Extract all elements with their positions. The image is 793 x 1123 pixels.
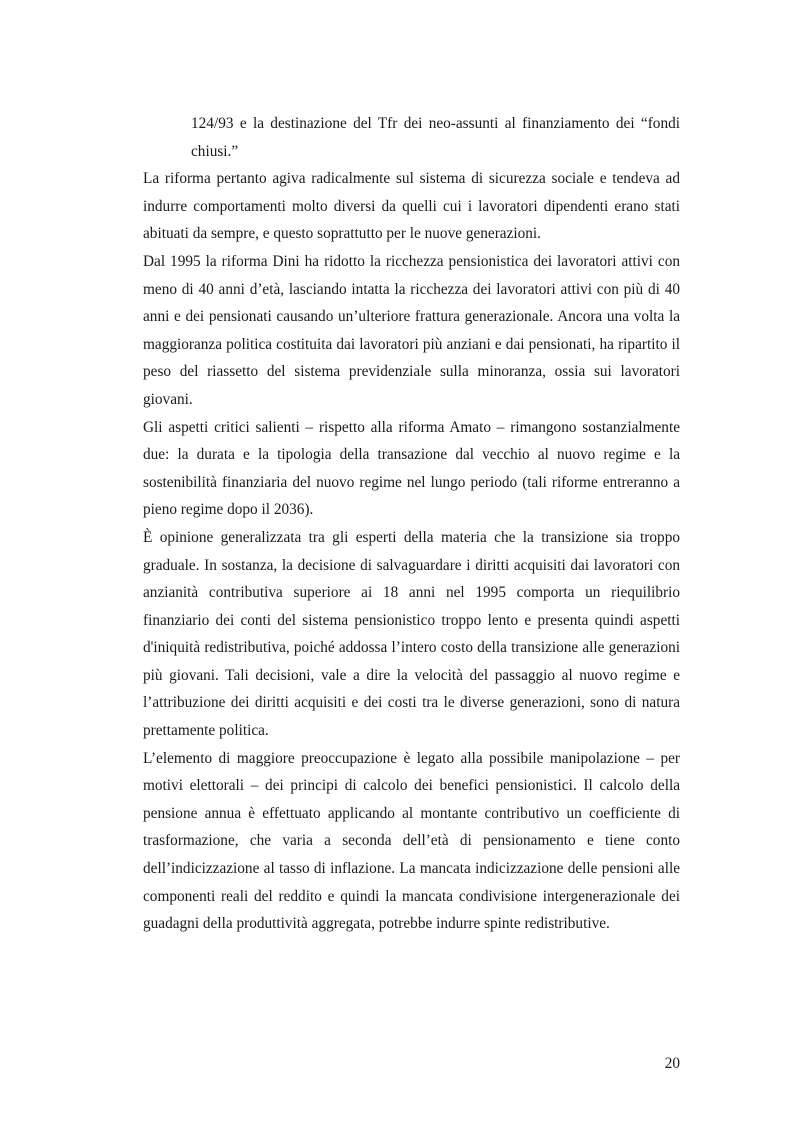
paragraph-quote-continuation: 124/93 e la destinazione del Tfr dei neo-assunti al finanziamento dei “fondi chiusi.” (191, 115, 680, 160)
paragraph-riforma-dini: Dal 1995 la riforma Dini ha ridotto la ricchezza pensionistica dei lavoratori attivi con meno di 40 anni d’età, lasciando intatta la ricchezza dei lavoratori attivi con più di 40 anni e dei pensionati causando un’ulteriore frattura generazionale. Ancora una volta la maggioranza politica costituita dai lavoratori più anziani e dai pensionati, ha ripartito il peso del riassetto del sistema previdenziale sulla minoranza, ossia sui lavoratori giovani. (143, 252, 680, 408)
paragraph-transizione: È opinione generalizzata tra gli esperti della materia che la transizione sia troppo graduale. In sostanza, la decisione di salvaguardare i diritti acquisiti dai lavoratori con anzianità contributiva superiore ai 18 anni nel 1995 comporta un riequilibrio finanziario dei conti del sistema pensionistico troppo lento e presenta quindi aspetti d'iniquità redistributiva, poiché addossa l’intero costo della transizione alle generazioni più giovani. Tali decisioni, vale a dire la velocità del passaggio al nuovo regime e l’attribuzione dei diritti acquisiti e dei costi tra le diverse generazioni, sono di natura prettamente politica. (143, 528, 680, 740)
page-number: 20 (664, 1055, 680, 1072)
paragraph-riforma-effetti: La riforma pertanto agiva radicalmente sul sistema di sicurezza sociale e tendeva ad indurre comportamenti molto diversi da quelli cui i lavoratori dipendenti erano stati abituati da sempre, e questo soprattutto per le nuove generazioni. (143, 170, 680, 243)
paragraph-aspetti-critici: Gli aspetti critici salienti – rispetto alla riforma Amato – rimangono sostanzialmente due: la durata e la tipologia della transazione dal vecchio al nuovo regime e la sostenibilità finanziaria del nuovo regime nel lungo periodo (tali riforme entreranno a pieno regime dopo il 2036). (143, 418, 680, 519)
body-text (143, 110, 680, 938)
paragraph-preoccupazione: L’elemento di maggiore preoccupazione è legato alla possibile manipolazione – per motivi elettorali – dei principi di calcolo dei benefici pensionistici. Il calcolo della pensione annua è effettuato applicando al montante contributivo un coefficiente di trasformazione, che varia a seconda dell’età di pensionamento e tiene conto dell’indicizzazione al tasso di inflazione. La mancata indicizzazione delle pensioni alle componenti reali del reddito e quindi la mancata condivisione intergenerazionale dei guadagni della produttività aggregata, potrebbe indurre spinte redistributive. (143, 749, 680, 933)
